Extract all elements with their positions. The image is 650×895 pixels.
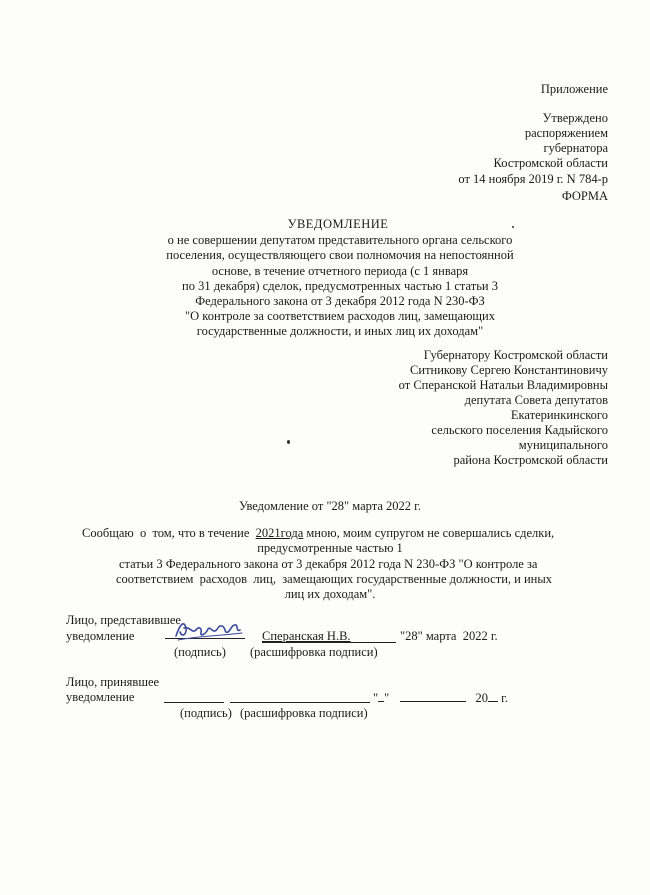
heading-line: государственные должности, и иных лиц их доходам" (196, 324, 484, 338)
submitted-caption-decode: (расшифровка подписи) (250, 645, 378, 659)
submitted-name: Сперанская Н.В. (262, 629, 351, 643)
submitted-caption-sign: (подпись) (174, 645, 226, 659)
body-line-1-pre: Сообщаю о том, что в течение (82, 526, 256, 540)
received-label-2: уведомление (66, 690, 135, 704)
addressee-line: Губернатору Костромской области (423, 348, 608, 362)
form-label: ФОРМА (561, 189, 608, 203)
addressee-line: района Костромской области (453, 453, 608, 467)
submitted-date: "28" марта 2022 г. (400, 629, 498, 643)
addressee-line: от Сперанской Натальи Владимировны (398, 378, 608, 392)
order-label: распоряжением (524, 126, 608, 140)
addressee-line: Екатеринкинского (510, 408, 608, 422)
body-line-3: статьи 3 Федерального закона от 3 декабря 2012 года N 230-ФЗ "О контроле за (119, 557, 538, 571)
addressee-line: депутата Совета депутатов (464, 393, 608, 407)
heading-line: о не совершении депутатом представительного органа сельского (167, 233, 513, 247)
appendix-title: Приложение (540, 82, 608, 96)
governor-label: губернатора (543, 141, 608, 155)
handwritten-signature-icon (168, 614, 248, 646)
heading-line: Федерального закона от 3 декабря 2012 года N 230-ФЗ (195, 294, 485, 308)
heading-line: "О контроле за соответствием расходов лиц, замещающих (185, 309, 495, 323)
body-line-1-post: мною, моим супругом не совершались сделки, (303, 526, 555, 540)
received-caption-decode: (расшифровка подписи) (240, 706, 368, 720)
report-year: 2021года (255, 526, 304, 540)
received-date-field (373, 690, 508, 707)
addressee-line: сельского поселения Кадыйского (431, 423, 608, 437)
body-line-2: предусмотренные частью 1 (257, 541, 403, 555)
heading-line: основе, в течение отчетного периода (с 1 января (211, 264, 469, 278)
received-quote-close: " (384, 691, 390, 705)
scan-speck (287, 440, 290, 444)
submitted-label-1: Лицо, представившее (66, 613, 181, 627)
received-label-1: Лицо, принявшее (66, 675, 160, 689)
submitted-label-2: уведомление (66, 629, 135, 643)
received-caption-sign: (подпись) (180, 706, 232, 720)
received-year-prefix: 20 (475, 691, 488, 705)
approved-label: Утверждено (542, 111, 608, 125)
received-quote-open: " (373, 691, 379, 705)
received-year-blank (488, 690, 498, 702)
heading-line: поселения, осуществляющего свои полномочия на непостоянной (166, 248, 514, 262)
notice-date: Уведомление от "28" марта 2022 г. (239, 499, 421, 513)
heading-line: по 31 декабря) сделок, предусмотренных частью 1 статьи 3 (182, 279, 498, 293)
document-title: УВЕДОМЛЕНИЕ (287, 217, 389, 231)
body-line-5: лиц их доходам". (284, 587, 376, 601)
scan-speck (512, 226, 514, 228)
received-name-line (230, 690, 370, 703)
body-line-4: соответствием расходов лиц, замещающих государственные должности, и иных (116, 572, 552, 586)
submitted-name-line (262, 629, 396, 643)
received-sign-line (164, 690, 224, 703)
addressee-line: муниципального (518, 438, 608, 452)
received-month-blank (400, 690, 466, 702)
body-line-1 (82, 526, 554, 542)
addressee-line: Ситникову Сергею Константиновичу (410, 363, 608, 377)
order-date-number: от 14 ноября 2019 г. N 784-р (458, 172, 608, 186)
region-label: Костромской области (493, 156, 608, 170)
received-year-suffix: г. (497, 691, 508, 705)
